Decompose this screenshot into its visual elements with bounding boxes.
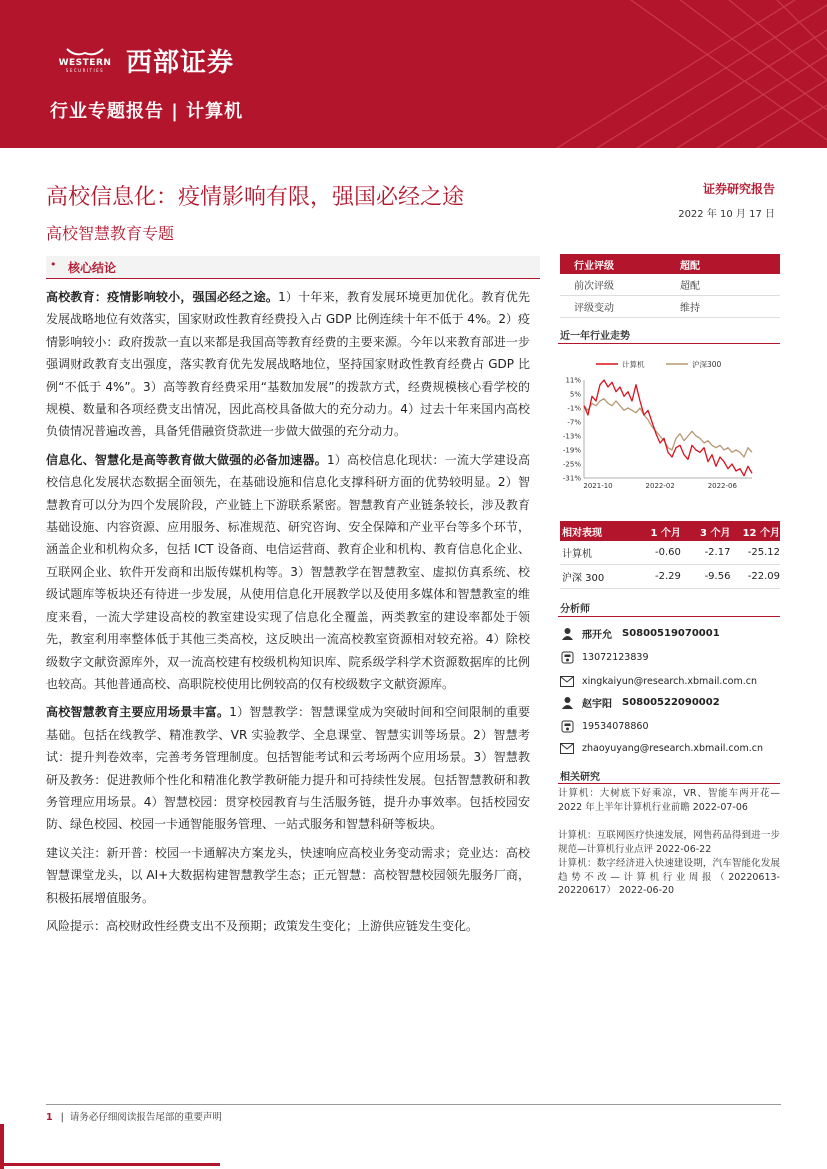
footer-disclaimer: 请务必仔细阅读报告尾部的重要声明 — [69, 1112, 222, 1123]
paragraph-text: 1）十年来，教育发展环境更加优化。教育优先发展战略地位有效落实，国家财政性教育经费投入占 GDP 比例连续十年不低于 4%。2）疫情影响较小：政府拨款一直以来都是我国高等教育经费的主要来源。今年以来教育部进一步强调财政教育支出强度，落实教育优先发展战略地位，坚持国家财政性教育经费占 GDP 比例“不低于 4%”。3）高等教育经费采用“基数加发展”的拨款方式，经费规模核心看学校的规模、数量和各项经费支出情况，因此高校具备做大的充分动力。4）过去十年来国内高校负债情况普遍改善，具备凭借融资贷款进一步做大做强的充分动力。 — [46, 290, 530, 439]
analyst-phone: 19534078860 — [582, 720, 649, 732]
related-text: 计算机：数字经济进入快速建设期，汽车智能化发展趋势不改—计算机行业周报（20220613-20220617） — [558, 858, 780, 896]
analyst-email[interactable]: xingkaiyun@research.xbmail.com.cn — [582, 675, 757, 687]
divider — [558, 343, 780, 344]
logo-chinese: 西部证券 — [126, 47, 235, 78]
table-row — [560, 565, 780, 589]
x-tick-label: 2022-06 — [707, 482, 737, 490]
paragraph: 建议关注：新开普：校园一卡通解决方案龙头，快速响应高校业务变动需求；竞业达：高校智慧课堂龙头，以 AI+大数据构建智慧教学生态；正元智慧：高校智慧校园领先服务厂商，积极拓展增值服务。 — [46, 845, 530, 905]
report-category: 行业专题报告 | 计算机 — [50, 101, 244, 122]
table-cell: 沪深 300 — [562, 573, 605, 584]
series-line — [584, 380, 752, 476]
related-item[interactable] — [558, 857, 780, 898]
core-conclusion-header — [46, 256, 540, 279]
analysts-title: 分析师 — [560, 604, 590, 615]
header-cell: 12 个月 — [742, 527, 780, 539]
related-date: 2022-06-22 — [656, 843, 712, 855]
rating-value: 超配 — [680, 281, 700, 292]
section-label: 核心结论 — [68, 261, 117, 275]
rating-table — [560, 254, 780, 318]
report-type: 证券研究报告 — [702, 182, 775, 196]
header-cell: 1 个月 — [650, 527, 681, 539]
paragraph — [46, 449, 530, 695]
analyst-email-row — [560, 674, 757, 688]
footer-divider — [46, 1104, 781, 1105]
analyst-phone: 13072123839 — [582, 651, 649, 663]
mail-icon — [560, 741, 574, 755]
report-subtitle: 高校智慧教育专题 — [46, 224, 175, 243]
related-text: 计算机：大树底下好乘凉，VR、智能车两开花—2022 年上半年计算机行业前瞻 — [558, 788, 780, 813]
analyst-cert: S0800519070001 — [622, 628, 720, 639]
phone-icon — [560, 650, 574, 664]
paragraph — [46, 286, 530, 443]
y-tick-label: 11% — [565, 376, 581, 385]
analyst-name: 赵宇阳 — [582, 699, 612, 710]
logo-english — [50, 47, 120, 73]
series-line — [584, 399, 752, 457]
person-icon — [560, 627, 574, 641]
analyst-phone-row — [560, 719, 649, 733]
table-cell: -25.12 — [747, 547, 780, 558]
analyst-name-row — [560, 695, 720, 710]
x-tick-label: 2021-10 — [583, 482, 613, 490]
performance-table — [560, 521, 780, 589]
body-text — [46, 286, 530, 943]
header-cell: 3 个月 — [700, 527, 731, 539]
rating-header — [560, 254, 780, 274]
rating-header-value: 超配 — [680, 260, 700, 272]
y-tick-label: -25% — [562, 460, 581, 469]
paragraph — [46, 701, 530, 835]
paragraph-lead: 高校智慧教育主要应用场景丰富。 — [46, 705, 230, 720]
table-cell: -22.09 — [747, 571, 780, 582]
footer — [46, 1109, 222, 1123]
mail-icon — [560, 674, 574, 688]
table-cell: -9.56 — [704, 571, 731, 582]
table-row — [560, 274, 780, 296]
analyst-phone-row — [560, 650, 649, 664]
banner-decoration — [497, 0, 827, 148]
table-cell: -2.17 — [704, 547, 731, 558]
divider — [558, 616, 780, 617]
corner-decoration — [0, 1163, 220, 1166]
paragraph-lead: 信息化、智慧化是高等教育做大做强的必备加速器。 — [46, 452, 327, 467]
divider — [558, 783, 780, 784]
table-cell: -2.29 — [655, 571, 681, 582]
related-date: 2022-06-20 — [618, 885, 675, 896]
company-logo — [50, 42, 234, 78]
paragraph-text: 1）智慧教学：智慧课堂成为突破时间和空间限制的重要基础。包括在线教学、精准教学、VR 实验教学、全息课堂、智慧实训等场景。2）智慧考试：提升判卷效率，完善考务管理制度。包括智能考试和云考场两个应用场景。3）智慧教研及教务：促进教师个性化和精准化教学教研能力提升和可持续性发展。包括智慧教研和教务管理应用场景。4）智慧校园：贯穿校园教育与生活服务链，提升办事效率。包括校园安防、绿色校园、校园一卡通智能服务管理、一站式服务和智慧科研等板块。 — [46, 705, 530, 832]
related-item[interactable] — [558, 787, 780, 814]
related-text: 计算机：互联网医疗快速发展，网售药品得到进一步规范—计算机行业点评 — [558, 830, 780, 855]
industry-trend-chart — [556, 350, 786, 495]
analyst-email-row — [560, 741, 763, 755]
rating-value: 维持 — [680, 303, 700, 314]
analyst-name: 邢开允 — [582, 630, 612, 641]
performance-header — [560, 521, 780, 541]
analyst-cert: S0800522090002 — [622, 697, 720, 708]
y-tick-label: -7% — [567, 418, 581, 427]
related-item[interactable] — [558, 829, 780, 856]
legend-label: 沪深300 — [692, 360, 722, 369]
header-banner — [0, 0, 827, 148]
analyst-name-row — [560, 626, 720, 641]
y-tick-label: -1% — [567, 404, 581, 413]
legend-label: 计算机 — [622, 360, 645, 369]
y-tick-label: -31% — [562, 474, 581, 483]
x-tick-label: 2022-02 — [645, 482, 675, 490]
paragraph-lead: 高校教育：疫情影响较小，强国必经之途。 — [46, 290, 279, 304]
bull-horns-icon — [65, 47, 105, 57]
phone-icon — [560, 719, 574, 733]
table-row — [560, 541, 780, 565]
logo-en-text: WESTERN — [58, 58, 112, 68]
report-title: 高校信息化：疫情影响有限，强国必经之途 — [46, 185, 465, 210]
logo-en-subtext: SECURITIES — [65, 68, 105, 73]
rating-label: 前次评级 — [574, 281, 614, 292]
person-icon — [560, 696, 574, 710]
report-date: 2022 年 10 月 17 日 — [678, 209, 775, 220]
analyst-email[interactable]: zhaoyuyang@research.xbmail.com.cn — [582, 742, 763, 754]
related-title: 相关研究 — [560, 772, 600, 783]
related-date: 2022-07-06 — [692, 801, 748, 813]
header-cell: 相对表现 — [562, 527, 602, 539]
y-tick-label: -19% — [562, 446, 581, 455]
footer-separator: | — [60, 1112, 70, 1123]
rating-label: 评级变动 — [574, 303, 614, 314]
table-cell: 计算机 — [562, 549, 592, 560]
y-tick-label: 5% — [569, 390, 581, 399]
table-cell: -0.60 — [655, 547, 681, 558]
page-number: 1 — [46, 1112, 53, 1123]
paragraph-text: 1）高校信息化现状：一流大学建设高校信息化发展状态数据全面领先，在基础设施和信息化支撑科研方面的优势较明显。2）智慧教育可以分为四个发展阶段，产业链上下游联系紧密。智慧教育产业链条较长，涉及教育基础设施、内容资源、应用服务、标准规范、研究咨询、安全保障和产业平台等多个环节，涵盖企业和机构众多，包括 ICT 设备商、电信运营商、教育企业和机构、教育信息化企业、互联网企业、软件开发商和出版传媒机构等。3）智慧教学在智慧教室、虚拟仿真系统、校级试题库等板块还有待进一步发展，从使用信息化开展教学以及使用多媒体和智慧教室的维度来看，一流大学建设高校的教室建设实现了信息化全覆盖，两类教室的建设率都处于领先，教室利用率整体低于其他三类高校，这反映出一流高校教室资源相对较充裕。4）除校级数字文献资源库外，双一流高校建有校级机构知识库、院系级学科学术资源数据库的比例也较高。其他普通高校、高职院校使用比例较高的仅有校级数字文献资源库。 — [46, 452, 530, 691]
paragraph: 风险提示：高校财政性经费支出不及预期；政策发生变化；上游供应链发生变化。 — [46, 918, 479, 933]
y-tick-label: -13% — [562, 432, 581, 441]
chart-title: 近一年行业走势 — [560, 331, 630, 342]
bullet-icon: • — [50, 258, 57, 271]
rating-header-label: 行业评级 — [574, 260, 614, 272]
table-row — [560, 296, 780, 318]
